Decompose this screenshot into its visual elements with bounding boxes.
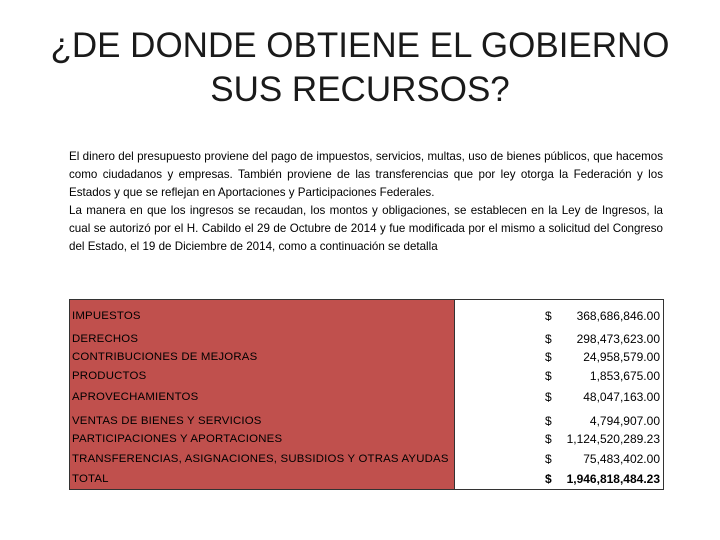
table-row xyxy=(69,412,664,430)
currency-symbol: $ xyxy=(545,472,552,486)
row-amount: 1,124,520,289.23 xyxy=(566,432,660,446)
table-row xyxy=(69,330,664,348)
table-row-total xyxy=(69,470,664,488)
title-line-2: SUS RECURSOS? xyxy=(210,70,510,109)
table-row xyxy=(69,348,664,366)
row-label: IMPUESTOS xyxy=(72,310,141,322)
table-row xyxy=(69,430,664,448)
intro-paragraph-1: El dinero del presupuesto proviene del pago de impuestos, servicios, multas, uso de bienes públicos, que hacemos como ciudadanos y empresas. También proviene de las transferencias que por ley otorga la Federación y los Estados y que se reflejan en Aportaciones y Participaciones Federales. xyxy=(69,150,663,199)
row-label: VENTAS DE BIENES Y SERVICIOS xyxy=(72,415,262,427)
row-label: PRODUCTOS xyxy=(72,370,147,382)
currency-symbol: $ xyxy=(545,414,552,428)
row-amount: 368,686,846.00 xyxy=(576,309,660,323)
currency-symbol: $ xyxy=(545,390,552,404)
table-row xyxy=(69,367,664,385)
row-amount: 298,473,623.00 xyxy=(576,332,660,346)
row-label: DERECHOS xyxy=(72,333,139,345)
currency-symbol: $ xyxy=(545,350,552,364)
row-amount: 24,958,579.00 xyxy=(583,350,660,364)
currency-symbol: $ xyxy=(545,309,552,323)
row-label: PARTICIPACIONES Y APORTACIONES xyxy=(72,433,283,445)
row-label: APROVECHAMIENTOS xyxy=(72,391,199,403)
currency-symbol: $ xyxy=(545,452,552,466)
table-row xyxy=(69,450,664,468)
currency-symbol: $ xyxy=(545,332,552,346)
row-label: TRANSFERENCIAS, ASIGNACIONES, SUBSIDIOS Y OTRAS AYUDAS xyxy=(72,453,449,465)
row-label: CONTRIBUCIONES DE MEJORAS xyxy=(72,351,258,363)
currency-symbol: $ xyxy=(545,369,552,383)
table-row xyxy=(69,307,664,325)
row-amount: 48,047,163.00 xyxy=(583,390,660,404)
row-amount: 75,483,402.00 xyxy=(583,452,660,466)
row-amount: 1,853,675.00 xyxy=(589,369,660,383)
revenue-table xyxy=(69,299,664,490)
row-amount: 1,946,818,484.23 xyxy=(566,472,660,486)
currency-symbol: $ xyxy=(545,432,552,446)
row-label: TOTAL xyxy=(72,473,109,485)
page-title xyxy=(0,24,720,112)
row-amount: 4,794,907.00 xyxy=(589,414,660,428)
title-line-1: ¿DE DONDE OBTIENE EL GOBIERNO xyxy=(50,26,670,65)
table-row xyxy=(69,388,664,406)
intro-text xyxy=(69,148,663,256)
intro-paragraph-2: La manera en que los ingresos se recaudan, los montos y obligaciones, se establecen en la Ley de Ingresos, la cual se autorizó por el H. Cabildo el 29 de Octubre de 2014 y fue modificada por el mismo a solicitud del Congreso del Estado, el 19 de Diciembre de 2014, como a continuación se detalla xyxy=(69,204,663,253)
